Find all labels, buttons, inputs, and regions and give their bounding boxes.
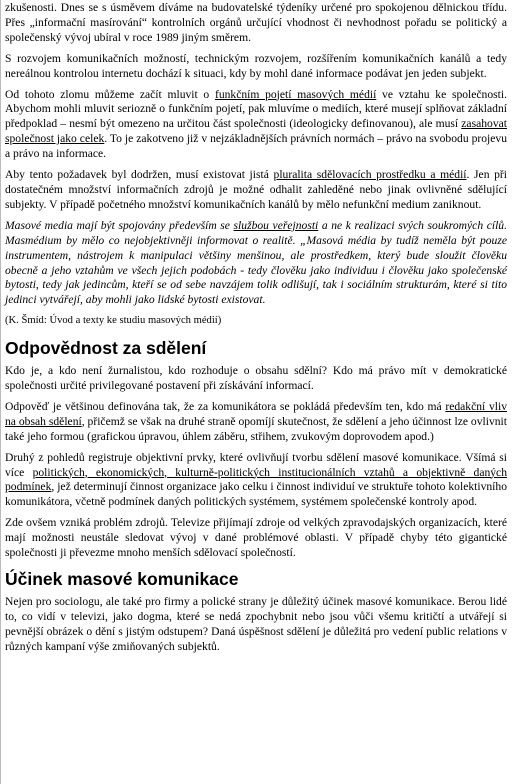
underlined-term: funkčním pojetí masových médií <box>214 87 377 101</box>
text: zkušenosti. Dnes se s úsměvem díváme na budovatelské týdeníky určené pro spokojenou dělnickou třídu. Přes „informační masírování“ kontrolních orgánů určující vhodnost či nevhodnost pořadu se politický a společenský vývoj ubíral v roce 1989 jiným směrem. <box>5 1 507 44</box>
paragraph-objective-elements <box>5 451 507 511</box>
text: Kdo je, a kdo není žurnalistou, kdo rozhoduje o obsahu sdělní? Kdo má právo mít v demokratické společnosti určité privilegované postavení při získávání informací. <box>5 364 507 393</box>
text: ve vztahu ke společnosti. Abychom mohli mluvit seriozně o funkčním pojetí, pak mluvíme o mediích, které musejí splňovat základní předpoklad – nesmí být omezeno na určitou část společnosti (ideologicky definovanou), ale musí <box>5 87 508 131</box>
text: , jež determinují činnost organizace jako celku i činnost individuí ve struktuře tohoto kolektivního komunikátora, včetně podmínek daných politických systémem, systémem společenské kontroly apod. <box>5 480 507 509</box>
paragraph-communicator-definition <box>5 400 507 445</box>
text: S rozvojem komunikačních možností, technickým rozvojem, rozšířením komunikačních kanálů a tedy nereálnou kontrolou internetu dochází k situaci, kdy by mohl dané informace podávat jen jeden subjekt. <box>5 51 507 80</box>
text: Zde ovšem vzniká problém zdrojů. Televize přijímají zdroje od velkých zpravodajských organizacích, které mají možnosti neustále sledovat vývoj v dané problémové oblasti. V případě chyby této gigantické společnosti ji převezme mnoho menších sdělovací společností. <box>5 516 507 560</box>
paragraph-sources-problem <box>5 516 507 561</box>
quotation <box>5 219 507 308</box>
text: , přičemž se však na druhé straně opomíjí skutečnost, že sdělení a jeho účinnost lze ovlivnit také jeho formou (grafickou úpravou, úhlem záběru, střihem, zvukovým doprovodem apod.) <box>5 414 507 443</box>
text: Masové media mají být spojovány především se <box>5 218 234 232</box>
paragraph-functional-concept <box>5 88 507 163</box>
text: Odpověď je většinou definována tak, že za komunikátora se pokládá především ten, kdo má <box>5 399 446 413</box>
text: a ne k realizaci svých soukromých cílů. Masmédium by mělo co nejobjektivněji informovat o realitě. „Masová média by tudíž neměla být pouze instrumentem, nástrojem k manipulaci většiny menšinou, ale prostředkem, který bude sloužit člověku obecně a jeho vztahům ve všech jejich podobách - tedy člověku jako individuu i člověku jako společenské bytosti, tedy jak jedincům, kteří se od sebe navzájem tolik odlišují, tak i sociálním strukturám, které si tito jedinci vytvářejí, aby mohli jako lidské bytosti existovat. <box>5 218 507 307</box>
text: Aby tento požadavek byl dodržen, musí existovat jistá <box>5 168 274 182</box>
text: Druhý z pohledů registruje objektivní prvky, které ovlivňují tvorbu sdělení masové komunikace. Všímá si více <box>5 450 507 479</box>
paragraph-communication-development <box>5 52 507 82</box>
paragraph-intro <box>5 1 507 46</box>
text: Od tohoto zlomu můžeme začít mluvit o <box>5 87 215 101</box>
text: Nejen pro sociologu, ale také pro firmy a polické strany je důležitý účinek masové komunikace. Berou lidé to, co vidí v televizi, jako dogma, které se nedá zpochybnit nebo jsou vůči všemu kritičtí a utvářejí si pevnější obrázek o dění s jistým odstupem? Daná úspěšnost sdělení je důležitá pro vedení public relations v různých kampaní výše zmiňovaných subjektů. <box>5 595 507 653</box>
underlined-term: politických, ekonomických, kulturně-politických institucionálních vztahů a objektivně daných podmínek <box>5 465 507 494</box>
paragraph-mass-communication-effect <box>5 595 507 655</box>
section-heading-responsibility: Odpovědnost za sdělení <box>5 338 207 359</box>
text: . Jen při dostatečném množství informačních zdrojů je možné odhalit zahleděné nebo jinak ovlivněné sdělující subjekty. V případě početného množství komunikačních kanálů by mělo nefunkční medium zaniknout. <box>5 168 507 211</box>
underlined-term: redakční vliv na obsah sdělení <box>5 399 507 428</box>
text: . To je zakotveno již v nejzákladnějších právních normách – právo na svobodu projevu a právo na informace. <box>5 132 507 161</box>
paragraph-plurality <box>5 168 507 213</box>
underlined-term: zasahovat společnost jako celek <box>5 117 507 146</box>
underlined-term: pluralita sdělovacích prostředku a médií <box>273 168 467 182</box>
quotation-source: (K. Šmíd: Úvod a texty ke studiu masových médií) <box>5 315 222 327</box>
underlined-term: službou veřejnosti <box>233 218 319 232</box>
section-heading-effect: Účinek masové komunikace <box>5 569 239 589</box>
paragraph-who-is-journalist <box>5 364 507 394</box>
